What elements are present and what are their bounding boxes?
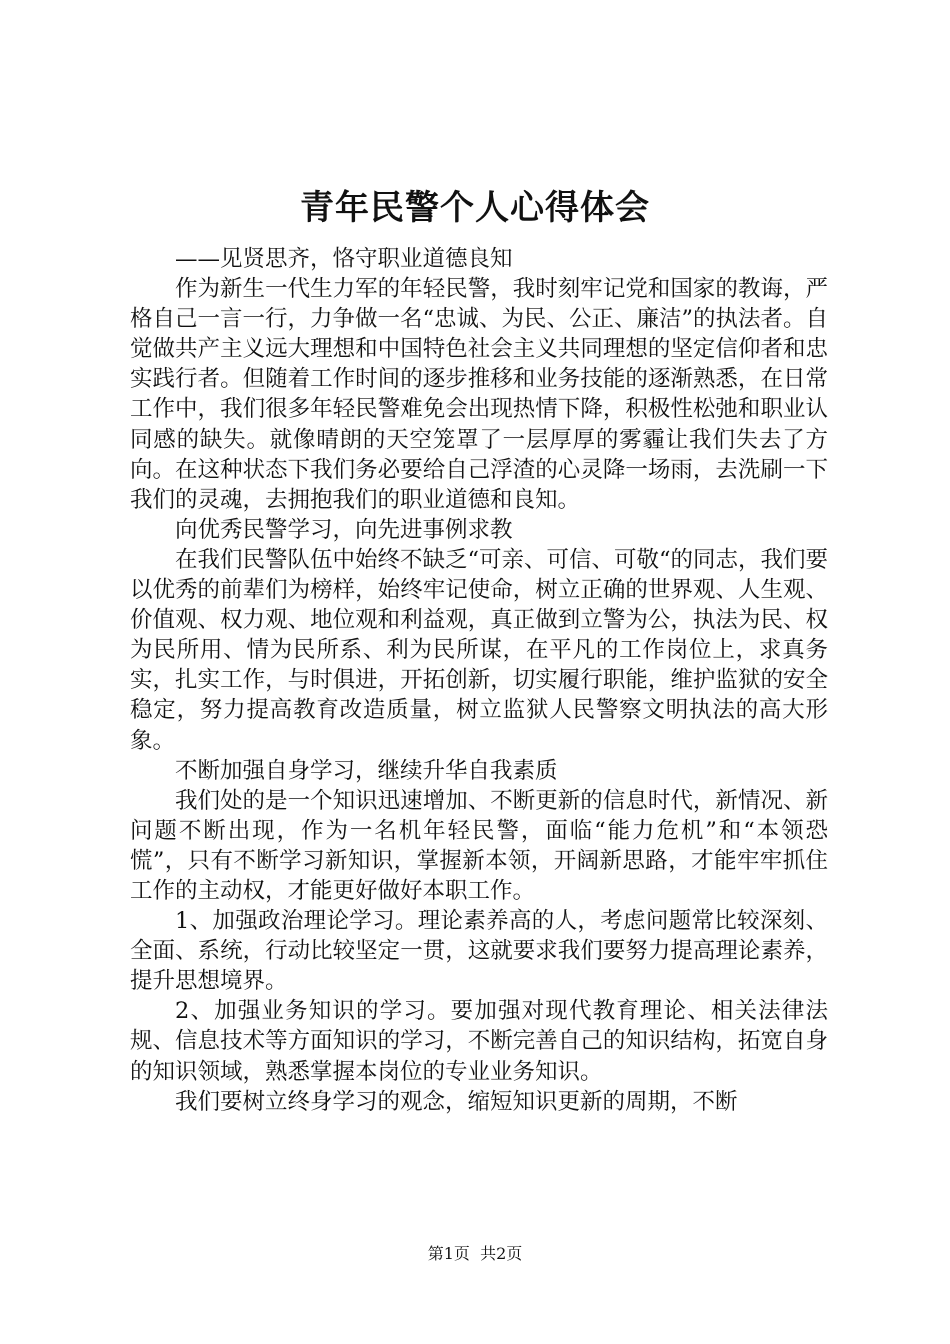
- list-item: 2、加强业务知识的学习。要加强对现代教育理论、相关法律法规、信息技术等方面知识的学习，不断完善自己的知识结构，拓宽自身的知识领域，熟悉掌握本岗位的专业业务知识。: [130, 998, 828, 1085]
- document-title: 青年民警个人心得体会: [300, 188, 650, 228]
- page-number-total: 共2页: [480, 1244, 523, 1263]
- body-paragraph: 我们处的是一个知识迅速增加、不断更新的信息时代，新情况、新问题不断出现，作为一名机年轻民警，面临“能力危机”和“本领恐慌”，只有不断学习新知识，掌握新本领，开阔新思路，才能牢牢抓住工作的主动权，才能更好做好本职工作。: [130, 787, 828, 904]
- list-item: 1、加强政治理论学习。理论素养高的人，考虑问题常比较深刻、全面、系统，行动比较坚定一贯，这就要求我们要努力提高理论素养，提升思想境界。: [130, 908, 828, 995]
- document-body: [130, 244, 828, 1117]
- section-heading: 向优秀民警学习，向先进事例求教: [175, 516, 513, 543]
- section-heading: 不断加强自身学习，继续升华自我素质: [175, 757, 558, 784]
- body-paragraph: 作为新生一代生力军的年轻民警，我时刻牢记党和国家的教诲，严格自己一言一行，力争做一名“忠诚、为民、公正、廉洁”的执法者。自觉做共产主义远大理想和中国特色社会主义共同理想的坚定信仰者和忠实践行者。但随着工作时间的逐步推移和业务技能的逐渐熟悉，在日常工作中，我们很多年轻民警难免会出现热情下降，积极性松弛和职业认同感的缺失。就像晴朗的天空笼罩了一层厚厚的雾霾让我们失去了方向。在这种状态下我们务必要给自己浮渣的心灵降一场雨，去洗刷一下我们的灵魂，去拥抱我们的职业道德和良知。: [130, 276, 829, 513]
- page-number-current: 第1页: [427, 1244, 470, 1263]
- page-footer: [0, 1244, 950, 1264]
- subtitle-paragraph: ——见贤思齐，恪守职业道德良知: [175, 246, 513, 272]
- body-paragraph: 在我们民警队伍中始终不缺乏“可亲、可信、可敬“的同志，我们要以优秀的前辈们为榜样，始终牢记使命，树立正确的世界观、人生观、价值观、权力观、地位观和利益观，真正做到立警为公，执法为民、权为民所用、情为民所系、利为民所谋，在平凡的工作岗位上，求真务实，扎实工作，与时俱进，开拓创新，切实履行职能，维护监狱的安全稳定，努力提高教育改造质量，树立监狱人民警察文明执法的高大形象。: [130, 546, 829, 754]
- footer-separator: [470, 1244, 480, 1263]
- body-paragraph: 我们要树立终身学习的观念，缩短知识更新的周期，不断: [175, 1088, 738, 1115]
